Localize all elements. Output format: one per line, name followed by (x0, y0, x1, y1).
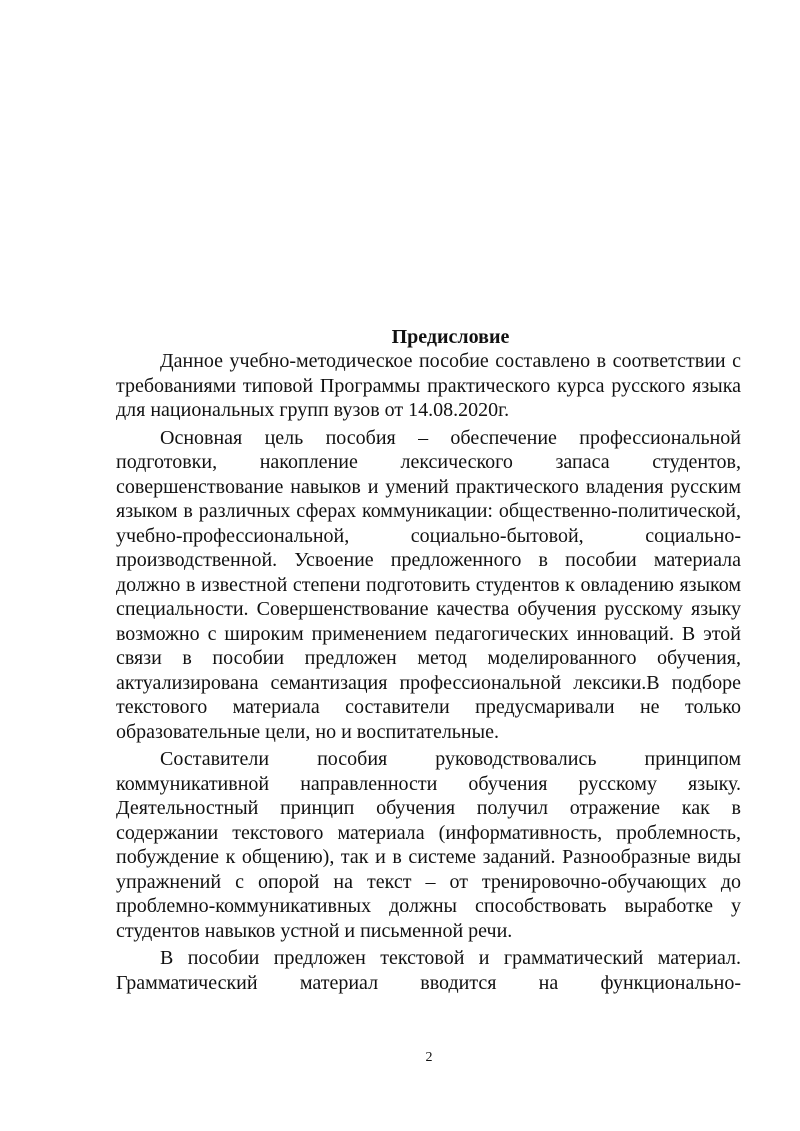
paragraph-materials: В пособии предложен текстовой и грамматический материал. Грамматический материал вводится на функционально- (116, 947, 741, 994)
page-number: 2 (425, 1050, 433, 1065)
page-body (116, 325, 741, 995)
paragraph-principles: Составители пособия руководствовались принципом коммуникативной направленности обучения русскому языку. Деятельностный принцип обучения получил отражение как в содержании текстового материала (информативность, проблемность, побуждение к общению), так и в системе заданий. Разнообразные виды упражнений с опорой на текст – от тренировочно-обучающих до проблемно-коммуникативных должны способствовать выработке у студентов навыков устной и письменной речи. (116, 748, 741, 942)
paragraph-intro: Данное учебно-методическое пособие составлено в соответствии с требованиями типовой Программы практического курса русского языка для национальных групп вузов от 14.08.2020г. (116, 350, 741, 421)
paragraph-main-goal: Основная цель пособия – обеспечение профессиональной подготовки, накопление лексического запаса студентов, совершенствование навыков и умений практического владения русским языком в различных сферах коммуникации: общественно-политической, учебно-профессиональной, социально-бытовой, социально-производственной. Усвоение предложенного в пособии материала должно в известной степени подготовить студентов к овладению языком специальности. Совершенствование качества обучения русскому языку возможно с широким применением педагогических инноваций. В этой связи в пособии предложен метод моделированного обучения, актуализирована семантизация профессиональной лексики.В подборе текстового материала составители предусмаривали не только образовательные цели, но и воспитательные. (116, 426, 741, 743)
section-title: Предисловие (391, 326, 510, 348)
